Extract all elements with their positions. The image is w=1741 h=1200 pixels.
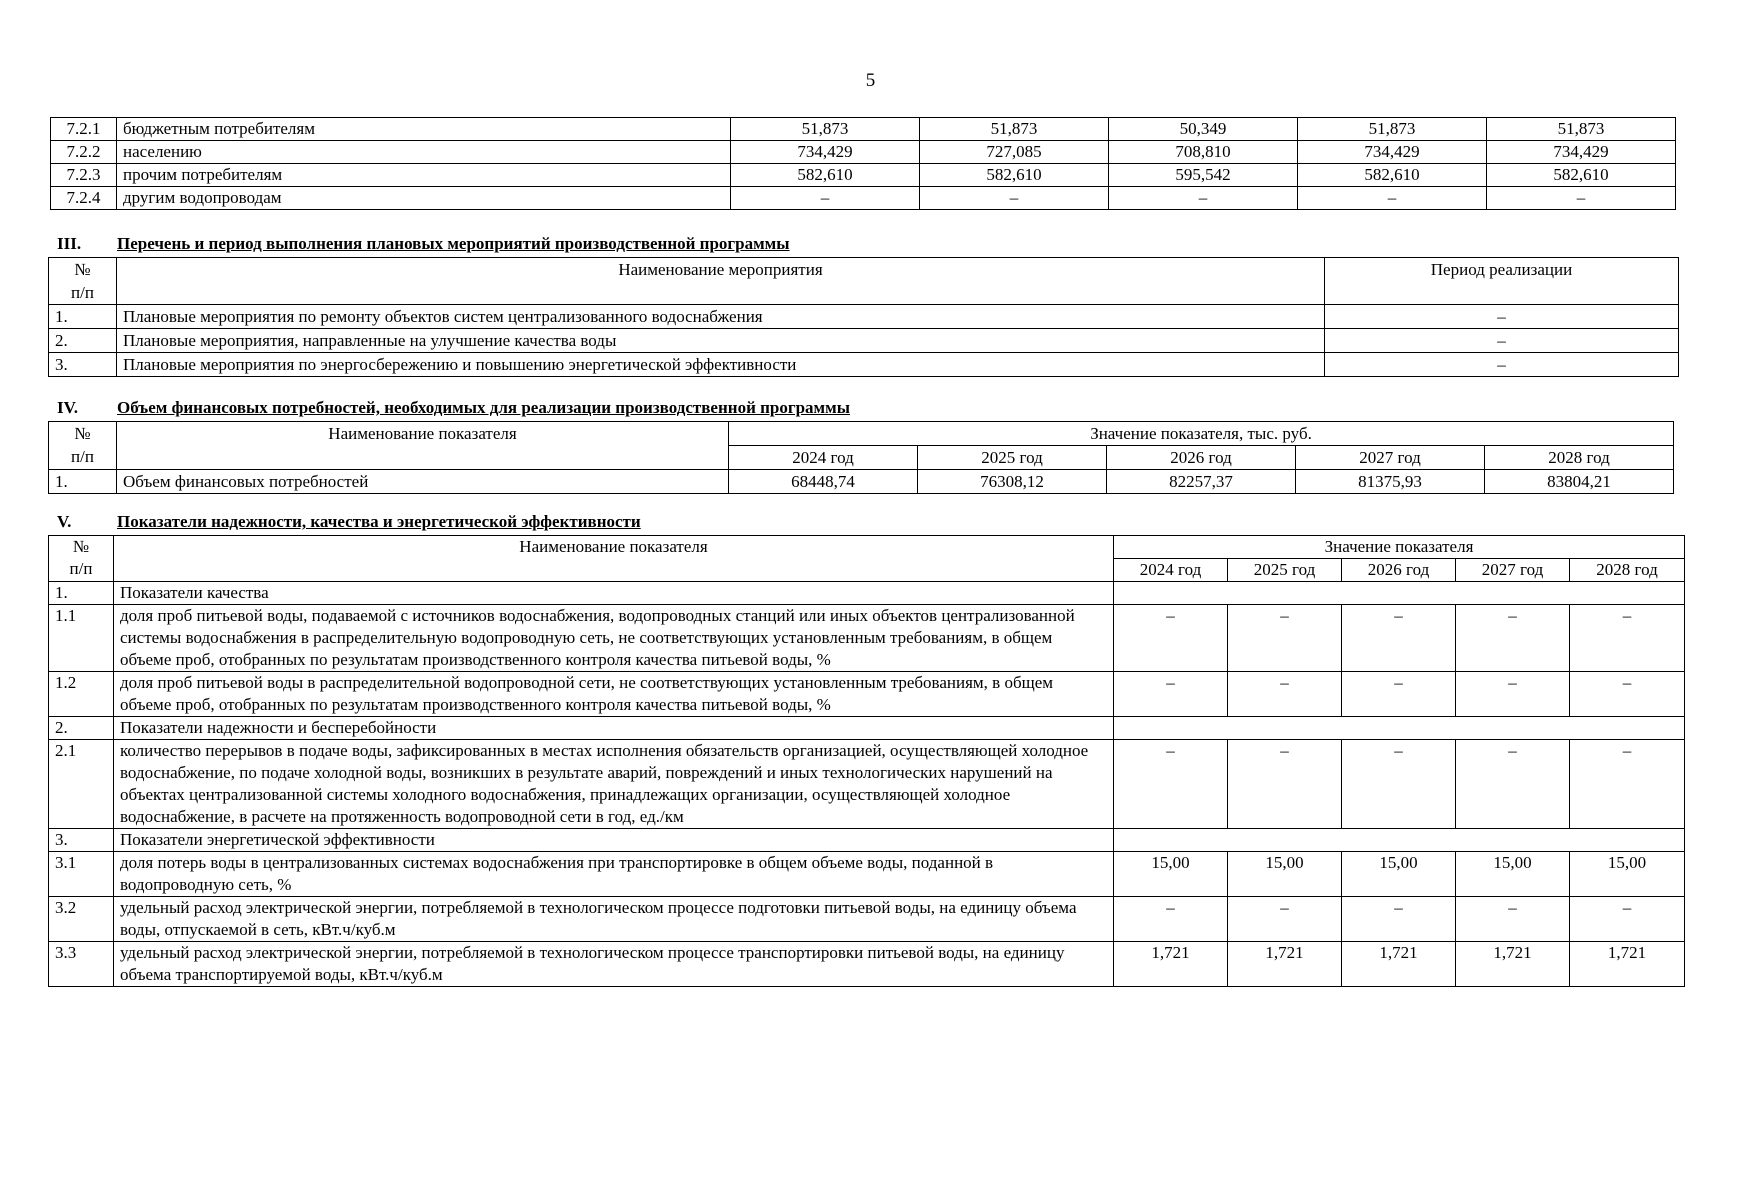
section-5-title: Показатели надежности, качества и энергетической эффективности <box>117 512 641 531</box>
row-number: 1. <box>49 582 114 605</box>
cell-value: 1,721 <box>1456 942 1570 987</box>
row-label: Плановые мероприятия по ремонту объектов систем централизованного водоснабжения <box>117 305 1325 329</box>
row-label: доля потерь воды в централизованных системах водоснабжения при транспортировке в общем объеме воды, поданной в водопроводную сеть, % <box>114 852 1114 897</box>
table-section-4 <box>48 421 1674 494</box>
section-5-roman: V. <box>57 512 72 531</box>
cell-value: 1,721 <box>1570 942 1685 987</box>
header-year: 2028 год <box>1570 559 1685 582</box>
cell-value: – <box>1456 740 1570 829</box>
row-period: – <box>1325 353 1679 377</box>
cell-value: 15,00 <box>1456 852 1570 897</box>
cell-value: 50,349 <box>1109 118 1298 141</box>
table-row <box>51 164 1676 187</box>
section-4-title: Объем финансовых потребностей, необходимых для реализации производственной программы <box>117 398 850 417</box>
cell-value: – <box>1114 897 1228 942</box>
row-number: 7.2.4 <box>51 187 117 210</box>
header-year: 2027 год <box>1296 446 1485 470</box>
group-empty-cell <box>1114 582 1685 605</box>
cell-value: 734,429 <box>1298 141 1487 164</box>
row-label: доля проб питьевой воды в распределительной водопроводной сети, не соответствующих установленным требованиям, в общем объеме проб, отобранных по результатам производственного контроля качества питьевой воды, % <box>114 672 1114 717</box>
cell-value: – <box>1228 672 1342 717</box>
group-empty-cell <box>1114 717 1685 740</box>
cell-value: 1,721 <box>1342 942 1456 987</box>
cell-value: 1,721 <box>1228 942 1342 987</box>
header-num: № п/п <box>49 422 117 470</box>
cell-value: 15,00 <box>1570 852 1685 897</box>
table-row <box>51 187 1676 210</box>
cell-value: 15,00 <box>1228 852 1342 897</box>
cell-value: – <box>1114 740 1228 829</box>
cell-value: – <box>1456 897 1570 942</box>
header-name: Наименование мероприятия <box>117 258 1325 305</box>
table-row <box>49 897 1685 942</box>
row-number: 3.2 <box>49 897 114 942</box>
table-section-5 <box>48 535 1685 987</box>
section-5-heading <box>57 512 641 532</box>
cell-value: 83804,21 <box>1485 470 1674 494</box>
cell-value: 51,873 <box>1487 118 1676 141</box>
page-number: 5 <box>865 70 876 91</box>
row-period: – <box>1325 329 1679 353</box>
cell-value: – <box>1109 187 1298 210</box>
row-number: 7.2.3 <box>51 164 117 187</box>
cell-value: – <box>1228 740 1342 829</box>
header-year: 2027 год <box>1456 559 1570 582</box>
header-period: Период реализации <box>1325 258 1679 305</box>
table-row <box>49 353 1679 377</box>
cell-value: 82257,37 <box>1107 470 1296 494</box>
row-label: прочим потребителям <box>117 164 731 187</box>
header-year: 2024 год <box>1114 559 1228 582</box>
table-header-row <box>49 536 1685 559</box>
cell-value: 734,429 <box>1487 141 1676 164</box>
row-number: 3. <box>49 353 117 377</box>
cell-value: – <box>1114 605 1228 672</box>
row-label: удельный расход электрической энергии, потребляемой в технологическом процессе транспортировки питьевой воды, на единицу объема транспортируемой воды, кВт.ч/куб.м <box>114 942 1114 987</box>
row-number: 3.1 <box>49 852 114 897</box>
row-number: 7.2.1 <box>51 118 117 141</box>
header-year: 2026 год <box>1342 559 1456 582</box>
cell-value: 15,00 <box>1114 852 1228 897</box>
section-3-heading <box>57 234 790 254</box>
header-year: 2025 год <box>918 446 1107 470</box>
table-row <box>51 118 1676 141</box>
table-group-row <box>49 582 1685 605</box>
cell-value: 76308,12 <box>918 470 1107 494</box>
group-empty-cell <box>1114 829 1685 852</box>
cell-value: – <box>1570 672 1685 717</box>
cell-value: – <box>1342 605 1456 672</box>
header-name: Наименование показателя <box>114 536 1114 582</box>
cell-value: 708,810 <box>1109 141 1298 164</box>
table-header-row <box>49 422 1674 446</box>
row-number: 1. <box>49 305 117 329</box>
cell-value: – <box>1570 897 1685 942</box>
row-number: 2.1 <box>49 740 114 829</box>
cell-value: 727,085 <box>920 141 1109 164</box>
section-4-roman: IV. <box>57 398 78 417</box>
row-number: 7.2.2 <box>51 141 117 164</box>
row-number: 2. <box>49 329 117 353</box>
header-name: Наименование показателя <box>117 422 729 470</box>
cell-value: – <box>1570 605 1685 672</box>
cell-value: 51,873 <box>1298 118 1487 141</box>
row-label: доля проб питьевой воды, подаваемой с источников водоснабжения, водопроводных станций или иных объектов централизованной системы водоснабжения в распределительную водопроводную сеть, не соответствующих установленным требованиям, в общем объеме проб, отобранных по результатам производственного контроля качества питьевой воды, % <box>114 605 1114 672</box>
cell-value: 582,610 <box>731 164 920 187</box>
table-section-3 <box>48 257 1679 377</box>
cell-value: – <box>1342 740 1456 829</box>
table-row <box>51 141 1676 164</box>
cell-value: 51,873 <box>731 118 920 141</box>
header-year: 2024 год <box>729 446 918 470</box>
cell-value: 1,721 <box>1114 942 1228 987</box>
table-group-row <box>49 829 1685 852</box>
table-row <box>49 852 1685 897</box>
section-3-title: Перечень и период выполнения плановых мероприятий производственной программы <box>117 234 790 253</box>
table-7-2 <box>50 117 1676 210</box>
cell-value: – <box>1487 187 1676 210</box>
row-label: бюджетным потребителям <box>117 118 731 141</box>
row-label: Плановые мероприятия по энергосбережению и повышению энергетической эффективности <box>117 353 1325 377</box>
table-group-row <box>49 717 1685 740</box>
row-label: Показатели качества <box>114 582 1114 605</box>
cell-value: – <box>1342 672 1456 717</box>
row-label: Показатели надежности и бесперебойности <box>114 717 1114 740</box>
table-header-row <box>49 258 1679 305</box>
header-value: Значение показателя <box>1114 536 1685 559</box>
cell-value: 582,610 <box>920 164 1109 187</box>
table-row <box>49 672 1685 717</box>
table-row <box>49 942 1685 987</box>
table-row <box>49 740 1685 829</box>
cell-value: – <box>920 187 1109 210</box>
cell-value: – <box>1456 672 1570 717</box>
row-label: Объем финансовых потребностей <box>117 470 729 494</box>
row-label: Плановые мероприятия, направленные на улучшение качества воды <box>117 329 1325 353</box>
header-num: № п/п <box>49 258 117 305</box>
row-number: 3. <box>49 829 114 852</box>
cell-value: – <box>1456 605 1570 672</box>
row-label: другим водопроводам <box>117 187 731 210</box>
table-row <box>49 470 1674 494</box>
cell-value: 68448,74 <box>729 470 918 494</box>
cell-value: 582,610 <box>1298 164 1487 187</box>
cell-value: – <box>1298 187 1487 210</box>
cell-value: 51,873 <box>920 118 1109 141</box>
section-3-roman: III. <box>57 234 82 253</box>
header-year: 2025 год <box>1228 559 1342 582</box>
row-period: – <box>1325 305 1679 329</box>
row-number: 2. <box>49 717 114 740</box>
cell-value: 81375,93 <box>1296 470 1485 494</box>
cell-value: 582,610 <box>1487 164 1676 187</box>
section-4-heading <box>57 398 850 418</box>
cell-value: – <box>1114 672 1228 717</box>
cell-value: – <box>1342 897 1456 942</box>
cell-value: – <box>1570 740 1685 829</box>
row-number: 3.3 <box>49 942 114 987</box>
cell-value: – <box>731 187 920 210</box>
row-number: 1.1 <box>49 605 114 672</box>
cell-value: – <box>1228 605 1342 672</box>
header-value: Значение показателя, тыс. руб. <box>729 422 1674 446</box>
row-label: населению <box>117 141 731 164</box>
table-row <box>49 605 1685 672</box>
cell-value: 595,542 <box>1109 164 1298 187</box>
header-num: № п/п <box>49 536 114 582</box>
row-label: удельный расход электрической энергии, потребляемой в технологическом процессе подготовки питьевой воды, на единицу объема воды, отпускаемой в сеть, кВт.ч/куб.м <box>114 897 1114 942</box>
cell-value: 15,00 <box>1342 852 1456 897</box>
header-year: 2026 год <box>1107 446 1296 470</box>
table-row <box>49 329 1679 353</box>
row-label: количество перерывов в подаче воды, зафиксированных в местах исполнения обязательств организацией, осуществляющей холодное водоснабжение, по подаче холодной воды, возникших в результате аварий, повреждений и иных технологических нарушений на объектах централизованной системы холодного водоснабжения, принадлежащих организации, осуществляющей холодное водоснабжение, в расчете на протяженность водопроводной сети в год, ед./км <box>114 740 1114 829</box>
row-label: Показатели энергетической эффективности <box>114 829 1114 852</box>
cell-value: 734,429 <box>731 141 920 164</box>
row-number: 1.2 <box>49 672 114 717</box>
header-year: 2028 год <box>1485 446 1674 470</box>
table-row <box>49 305 1679 329</box>
cell-value: – <box>1228 897 1342 942</box>
row-number: 1. <box>49 470 117 494</box>
